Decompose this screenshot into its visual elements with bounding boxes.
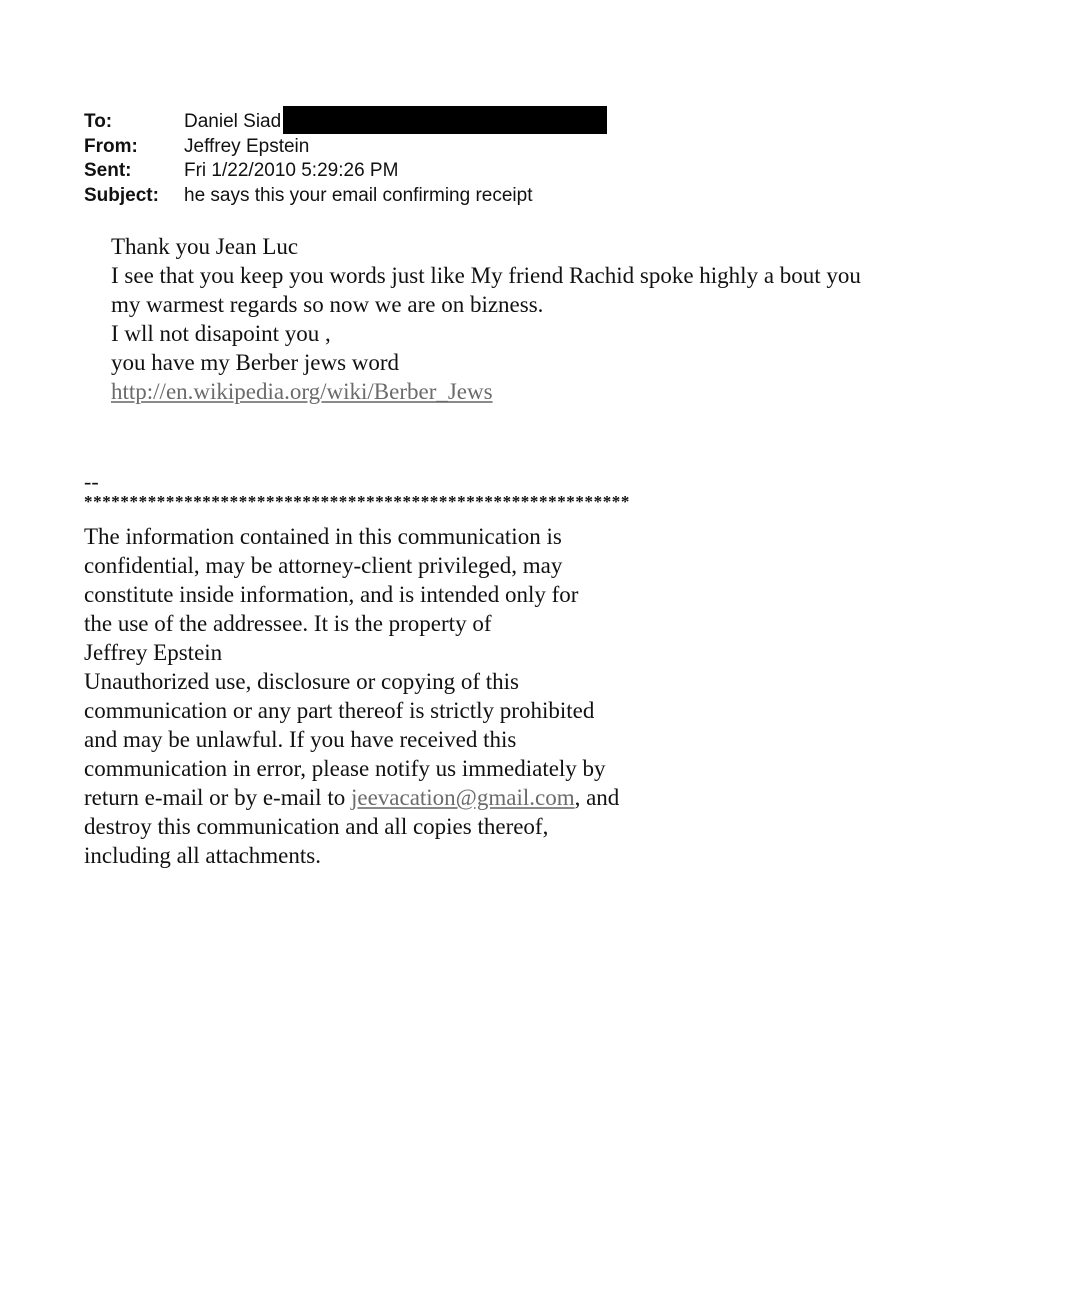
disclaimer-line: Jeffrey Epstein: [84, 640, 223, 665]
return-prefix: return e-mail or by e-mail to: [84, 785, 351, 810]
to-row: [84, 110, 607, 135]
email-header: [84, 110, 607, 208]
asterisk-divider: ************************************************************: [84, 492, 630, 511]
from-value: Jeffrey Epstein: [184, 135, 310, 157]
disclaimer-line: and may be unlawful. If you have received this: [84, 727, 517, 752]
body-line: Thank you Jean Luc: [111, 234, 299, 259]
from-row: [84, 135, 607, 160]
body-line: I wll not disapoint you ,: [111, 321, 331, 346]
subject-label: Subject:: [84, 184, 159, 206]
wikipedia-link[interactable]: http://en.wikipedia.org/wiki/Berber_Jews: [111, 379, 493, 404]
disclaimer-line: including all attachments.: [84, 843, 321, 868]
to-label: To:: [84, 111, 113, 132]
body-line: I see that you keep you words just like My friend Rachid spoke highly a bout you: [111, 263, 861, 288]
body-line: my warmest regards so now we are on bizness.: [111, 292, 544, 317]
subject-value: he says this your email confirming receipt: [184, 184, 533, 206]
disclaimer-line: destroy this communication and all copies thereof,: [84, 814, 549, 839]
to-value-wrap: [184, 108, 607, 136]
redaction-bar: [283, 106, 607, 134]
to-value: Daniel Siad: [184, 111, 282, 132]
subject-row: [84, 184, 607, 209]
disclaimer-email-line: [84, 783, 619, 812]
disclaimer-line: The information contained in this communication is: [84, 524, 562, 549]
disclaimer-line: communication in error, please notify us immediately by: [84, 756, 606, 781]
sent-row: [84, 159, 607, 184]
sent-value: Fri 1/22/2010 5:29:26 PM: [184, 160, 399, 181]
disclaimer-line: constitute inside information, and is intended only for: [84, 582, 579, 607]
email-body: [111, 232, 861, 406]
disclaimer-line: communication or any part thereof is strictly prohibited: [84, 698, 595, 723]
confidentiality-disclaimer: [84, 522, 619, 870]
disclaimer-line: Unauthorized use, disclosure or copying of this: [84, 669, 519, 694]
signature-dashes: --: [84, 469, 99, 494]
disclaimer-line: the use of the addressee. It is the property of: [84, 611, 492, 636]
body-link-line: [111, 377, 861, 406]
email-link[interactable]: jeevacation@gmail.com: [350, 785, 575, 810]
body-line: you have my Berber jews word: [111, 350, 400, 375]
return-suffix: , and: [574, 785, 620, 810]
disclaimer-line: confidential, may be attorney-client privileged, may: [84, 553, 563, 578]
from-label: From:: [84, 135, 138, 157]
sent-label: Sent:: [84, 160, 132, 181]
